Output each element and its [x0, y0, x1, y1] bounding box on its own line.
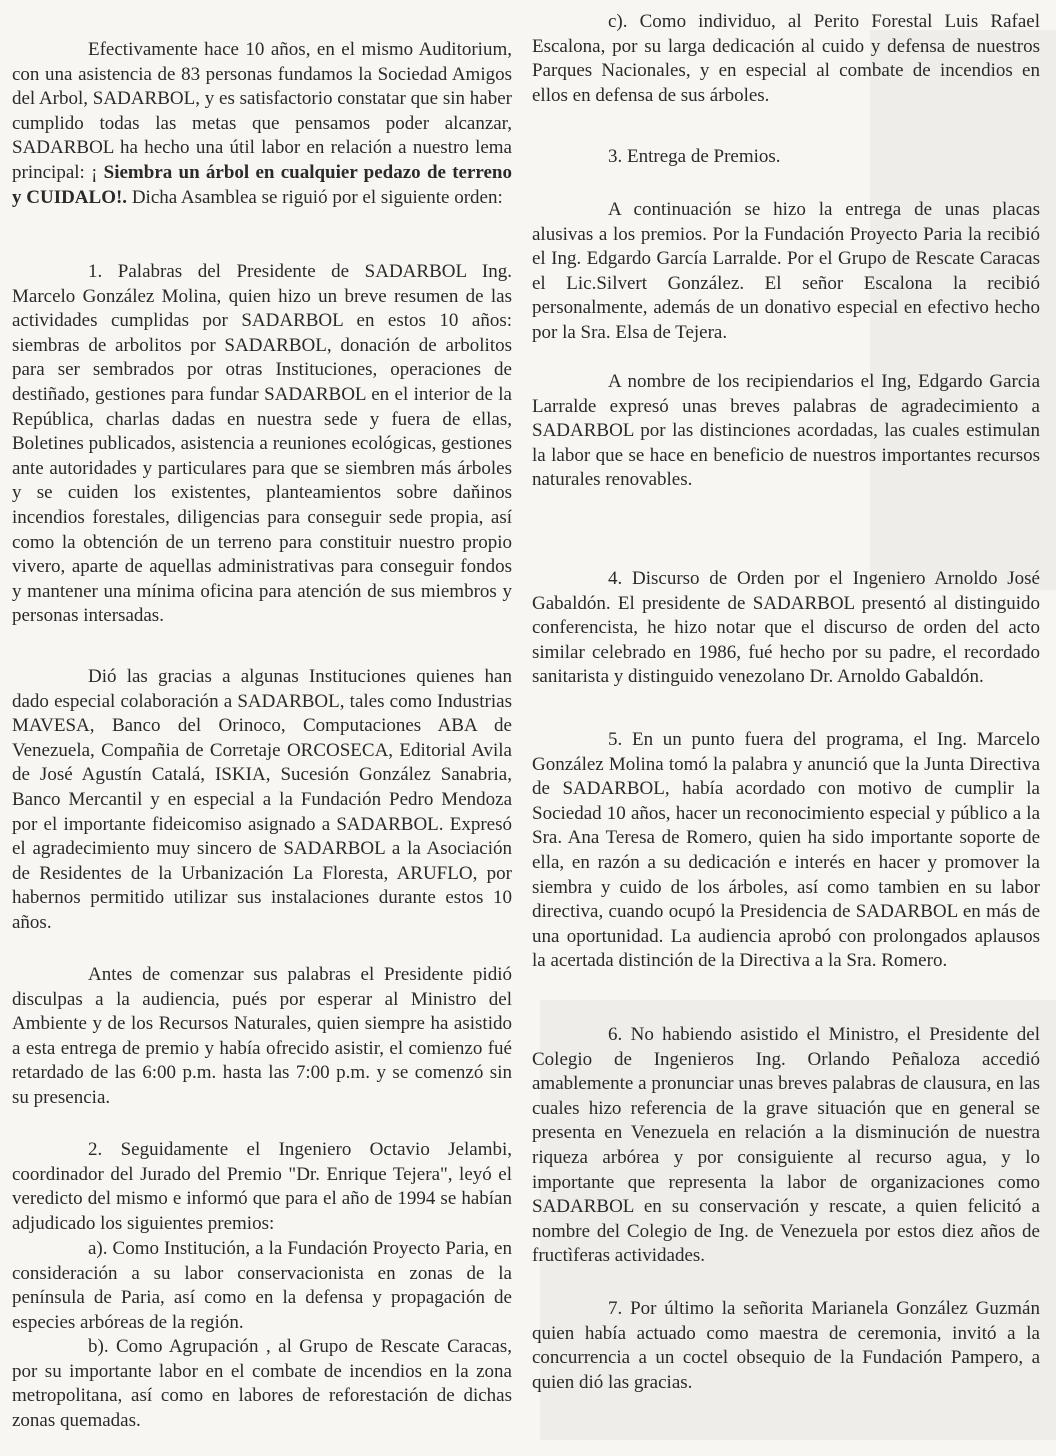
thanks-paragraph: Dió las gracias a algunas Instituciones quienes han dado especial colaboración a SADARBOL, tales como Industrias MAVESA, Banco del Orinoco, Computaciones ABA de Venezuela, Compañia de Corretaje ORCOSECA, Editorial Avila de José Agustín Catalá, ISKIA, Sucesión González Sanabria, Banco Mercantil y en especial a la Fundación Pedro Mendoza por el importante fideicomiso asignado a SADARBOL. Expresó el agradecimiento muy sincero de SADARBOL a la Asociación de Residentes de la Urbanización La Floresta, ARUFLO, por habernos permitido utilizar sus instalaciones durante estos 10 años. — [12, 666, 512, 933]
intro-text-end: Dicha Asamblea se riguió por el siguiente orden: — [127, 186, 503, 208]
motto-text: Siembra un árbol en cualquier pedazo de terreno y CUIDALO!. — [12, 161, 512, 208]
item-5-paragraph: 5. En un punto fuera del programa, el Ing. Marcelo González Molina tomó la palabra y anunció que la Junta Directiva de SADARBOL, había acordado con motivo de cumplir la Sociedad 10 años, hacer un reconocimiento especial y público a la Sra. Ana Teresa de Romero, quien ha sido importante soporte de ella, en razón a su dedicación e interés en hacer y promover la siembra y cuido de los árboles, así como tambien en su labor directiva, cuando ocupó la Presidencia de SADARBOL en más de una oportunidad. La audiencia aprobó con prolongados aplausos la acertada distinción de la Directiva a la Sra. Romero. — [532, 729, 1040, 972]
award-b-paragraph: b). Como Agrupación , al Grupo de Rescate Caracas, por su importante labor en el combate de incendios en la zona metropolitana, así como en labores de reforestación de dichas zonas quemadas. — [12, 1336, 512, 1431]
recipients-paragraph: A nombre de los recipiendarios el Ing, Edgardo Garcia Larralde expresó unas breves palabras de agradecimiento a SADARBOL por las distinciones acordadas, las cuales estimulan la labor que se hace en beneficio de nuestros importantes recursos naturales renovables. — [532, 371, 1040, 491]
item-7-paragraph: 7. Por último la señorita Marianela González Guzmán quien había actuado como maestra de ceremonia, invitó a la concurrencia a un coctel obsequio de la Fundación Pampero, a quien dió las gracias. — [532, 1298, 1040, 1393]
item-6-paragraph: 6. No habiendo asistido el Ministro, el Presidente del Colegio de Ingenieros Ing. Orlando Peñaloza accedió amablemente a pronunciar unas breves palabras de clausura, en las cuales hizo referencia de la grave situación que en general se presenta en Venezuela en relación a la disminución de nuestra riqueza arbórea y por consiguiente al recurso agua, y lo importante que representa la labor de organizaciones como SADARBOL en su conservación y rescate, a quien felicitó a nombre del Colegio de Ing. de Venezuela por estos diez años de fructìferas actividades. — [532, 1024, 1040, 1267]
intro-paragraph — [12, 38, 512, 210]
item-3-title: 3. Entrega de Premios. — [608, 146, 781, 167]
award-c-paragraph: c). Como individuo, al Perito Forestal Luis Rafael Escalona, por su larga dedicación al cuido y defensa de nuestros Parques Nacionales, y en especial al combate de incendios en ellos en defensa de sus árboles. — [532, 11, 1040, 106]
item-4-paragraph: 4. Discurso de Orden por el Ingeniero Arnoldo José Gabaldón. El presidente de SADARBOL presentó al distinguido conferencista, he hizo notar que el discurso de orden del acto similar celebrado en 1986, fué hecho por su padre, el recordado sanitarista y distinguido venezolano Dr. Arnoldo Gabaldón. — [532, 568, 1040, 688]
item-1-paragraph: 1. Palabras del Presidente de SADARBOL Ing. Marcelo González Molina, quien hizo un breve resumen de las actividades cumplidas por SADARBOL en estos 10 años: siembras de arbolitos por SADARBOL, donación de arbolitos para ser sembrados por otras Instituciones, operaciones de destiñado, gestiones para fundar SADARBOL en el interior de la República, charlas dadas en nuestra sede y fuera de ellas, Boletines publicados, asistencia a reuniones ecológicas, gestiones ante autoridades y particulares para que se siembren más árboles y se cuiden los existentes, planteamientos sobre daňinos incendios forestales, diligencias para conseguir sede propia, así como la obtención de un terreno para constituir nuestro propio vivero, aparte de aquellas administrativas para conseguir fondos y mantener una mínima oficina para atención de sus miembros y personas intersadas. — [12, 261, 512, 627]
intro-text: Efectivamente hace 10 años, en el mismo Auditorium, con una asistencia de 83 personas fundamos la Sociedad Amigos del Arbol, SADARBOL, y es satisfactorio constatar que sin haber cumplido todas las metas que pensamos poder alcanzar, SADARBOL ha hecho una útil labor en relación a nuestro lema principal: ¡ — [12, 39, 512, 183]
award-a-paragraph: a). Como Institución, a la Fundación Proyecto Paria, en consideración a su labor conservacionista en zonas de la península de Paria, así como en la defensa y propagación de especies arbóreas de la región. — [12, 1238, 512, 1333]
item-3-paragraph: A continuación se hizo la entrega de unas placas alusivas a los premios. Por la Fundación Proyecto Paria la recibió el Ing. Edgardo García Larralde. Por el Grupo de Rescate Caracas el Lic.Silvert González. El señor Escalona la recibió personalmente, además de un donativo especial en efectivo hecho por la Sra. Elsa de Tejera. — [532, 199, 1040, 343]
item-2-paragraph: 2. Seguidamente el Ingeniero Octavio Jelambi, coordinador del Jurado del Premio "Dr. Enrique Tejera", leyó el veredicto del mismo e informó que para el año de 1994 se habían adjudicado los siguientes premios: — [12, 1139, 512, 1234]
apology-paragraph: Antes de comenzar sus palabras el Presidente pidió disculpas a la audiencia, pués por esperar al Ministro del Ambiente y de los Recursos Naturales, quien siempre ha asistido a esta entrega de premio y había ofrecido asistir, el comienzo fué retardado de las 6:00 p.m. hasta las 7:00 p.m. y se comenzó sin su presencia. — [12, 964, 512, 1108]
